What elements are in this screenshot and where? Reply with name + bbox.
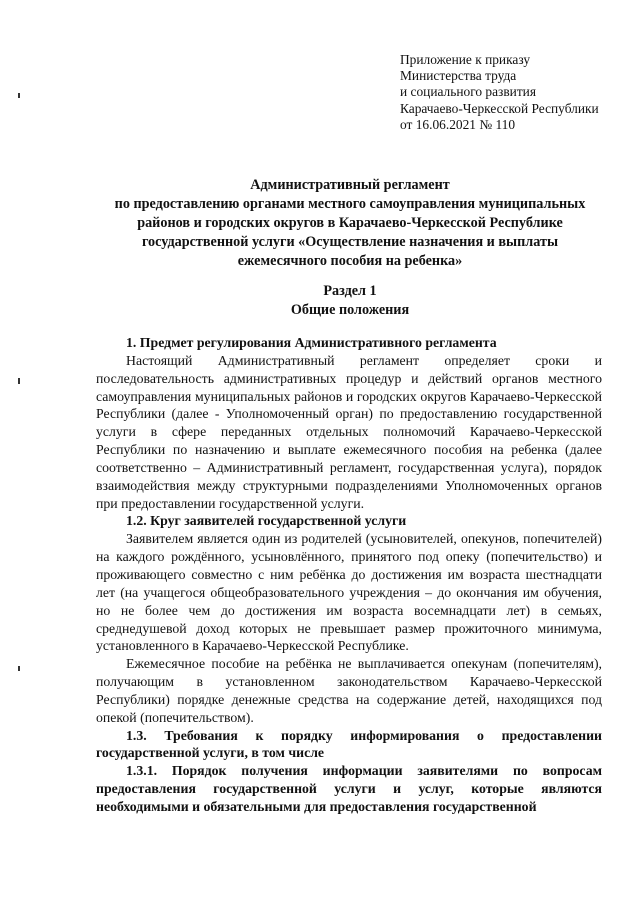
approval-block bbox=[400, 52, 632, 133]
approval-line: от 16.06.2021 № 110 bbox=[400, 116, 516, 132]
scan-mark bbox=[18, 378, 20, 384]
heading-1-2: 1.2. Круг заявителей государственной услуги bbox=[126, 513, 407, 529]
heading-1-3-1: 1.3.1. Порядок получения информации заявителями по вопросам предоставления государственной услуги и услуг, которые являются необходимыми и обязательными для предоставления государственной bbox=[96, 763, 602, 814]
section-heading bbox=[60, 282, 640, 320]
title-line: по предоставлению органами местного самоуправления муниципальных bbox=[114, 196, 586, 212]
section-number: Раздел 1 bbox=[323, 283, 377, 299]
heading-1: 1. Предмет регулирования Административного регламента bbox=[126, 335, 497, 350]
document-title bbox=[60, 176, 640, 271]
document-body bbox=[96, 334, 602, 816]
heading-1-3: 1.3. Требования к порядку информирования о предоставлении государственной услуги, в том числе bbox=[96, 727, 602, 761]
approval-line: Министерства труда bbox=[400, 68, 517, 84]
scan-mark bbox=[18, 666, 20, 671]
scan-mark bbox=[18, 93, 20, 98]
approval-line: Приложение к приказу bbox=[400, 52, 531, 67]
title-line: районов и городских округов в Карачаево-Черкесской Республике bbox=[137, 215, 563, 231]
title-line: государственной услуги «Осуществление назначения и выплаты bbox=[141, 234, 559, 250]
paragraph-2: Заявителем является один из родителей (усыновителей, опекунов, попечителей) на каждого рождённого, усыновлённого, принятого под опеку (попечительство) и проживающего совместно с ним ребёнка до достижения им возраста шестнадцати лет (на учащегося общеобразовательного учреждения – до окончания им обучения, но не более чем до достижения им возраста восемнадцати лет) в семьях, среднедушевой доход которых не превышает размер прожиточного минимума, установленного в Карачаево-Черкесской Республике. bbox=[96, 531, 602, 654]
approval-line: Карачаево-Черкесской Республики bbox=[400, 100, 599, 116]
section-name: Общие положения bbox=[290, 302, 410, 318]
paragraph-1: Настоящий Административный регламент определяет сроки и последовательность административных процедур и действий органов местного самоуправления муниципальных районов и городских округов Карачаево-Черкесской Республики (далее - Уполномоченный орган) по предоставлению государственной услуги в сфере переданных отдельных полномочий Карачаево-Черкесской Республики по назначению и выплате ежемесячного пособия на ребенка (далее соответственно – Административный регламент, государственная услуга), порядок взаимодействия между структурными подразделениями Уполномоченных органов при предоставлении государственной услуги. bbox=[96, 352, 602, 511]
paragraph-3: Ежемесячное пособие на ребёнка не выплачивается опекунам (попечителям), получающим в установленном законодательством Карачаево-Черкесской Республики) порядке денежные средства на содержание детей, находящихся под опекой (попечительством). bbox=[96, 656, 602, 725]
approval-line: и социального развития bbox=[400, 84, 536, 100]
title-line: Административный регламент bbox=[250, 177, 450, 193]
title-line: ежемесячного пособия на ребенка» bbox=[237, 253, 463, 269]
